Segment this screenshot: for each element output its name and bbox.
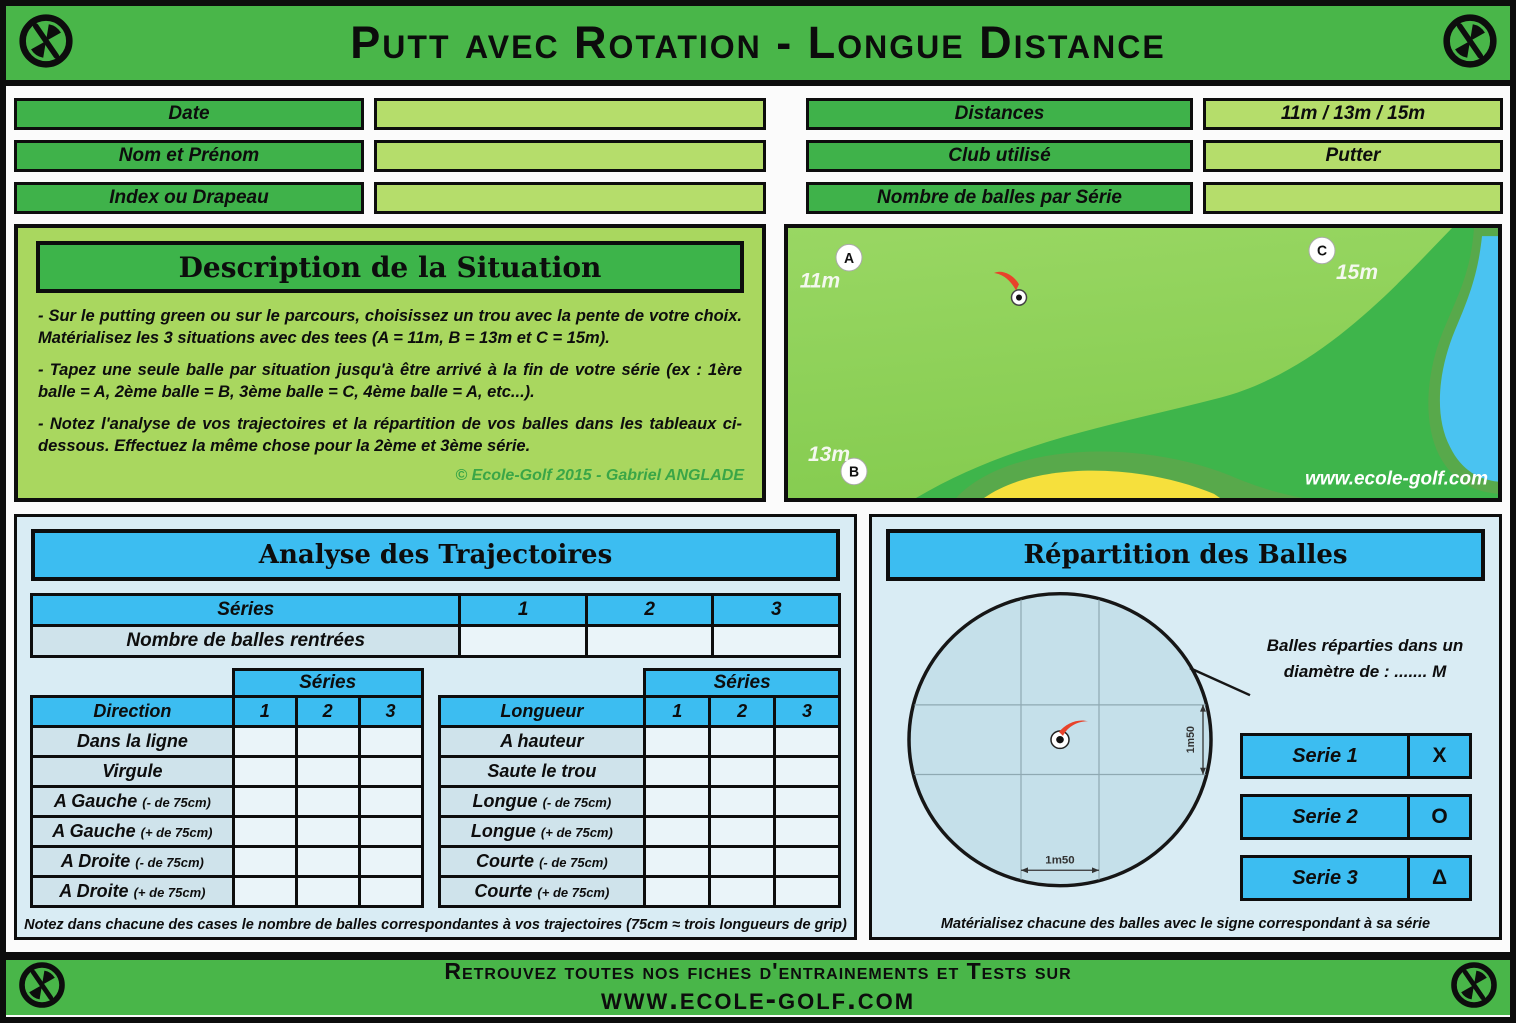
direction-table (30, 668, 424, 908)
length-cell[interactable] (645, 877, 710, 907)
direction-row-label: Virgule (32, 757, 234, 787)
direction-cell[interactable] (296, 847, 359, 877)
annotation-line: diamètre de : ....... M (1283, 661, 1447, 681)
series-header: Séries (32, 595, 460, 626)
page-title: Putt avec Rotation - Longue Distance (350, 17, 1166, 68)
putting-green-illustration (788, 228, 1498, 498)
index-field[interactable] (374, 182, 766, 214)
series-label: Serie 3 (1292, 866, 1358, 889)
direction-cell[interactable] (296, 877, 359, 907)
info-form (6, 86, 1510, 222)
length-row-label: Saute le trou (439, 757, 645, 787)
direction-header: Direction (32, 697, 234, 727)
situation-text (18, 303, 762, 458)
direction-row-label: A Gauche (+ de 75cm) (32, 817, 234, 847)
length-cell[interactable] (645, 727, 710, 757)
length-row-label: Courte (+ de 75cm) (439, 877, 645, 907)
name-field[interactable] (374, 140, 766, 172)
date-field[interactable] (374, 98, 766, 130)
situation-panel (14, 224, 766, 502)
length-row-label: Courte (- de 75cm) (439, 847, 645, 877)
form-spacer (776, 140, 796, 172)
direction-cell[interactable] (359, 847, 422, 877)
form-spacer (776, 182, 796, 214)
length-cell[interactable] (710, 787, 775, 817)
analysis-subtables (30, 668, 841, 908)
series-col-2: 2 (710, 697, 775, 727)
ecole-golf-logo-icon (1450, 961, 1498, 1014)
length-cell[interactable] (710, 757, 775, 787)
series-summary-table (30, 593, 841, 658)
direction-row-label: A Gauche (- de 75cm) (32, 787, 234, 817)
length-row-label: Longue (- de 75cm) (439, 787, 645, 817)
series-symbol: O (1407, 797, 1469, 837)
annotation-line: Balles réparties dans un (1266, 636, 1464, 655)
situation-title: Description de la Situation (36, 241, 744, 293)
length-cell[interactable] (645, 847, 710, 877)
direction-cell[interactable] (359, 787, 422, 817)
analysis-footnote: Notez dans chacune des cases le nombre de balles correspondantes à vos trajectoires (75cm ≈ trois longueurs de grip) (24, 917, 847, 933)
length-cell[interactable] (775, 757, 840, 787)
length-cell[interactable] (710, 847, 775, 877)
analysis-title: Analyse des Trajectoires (31, 529, 840, 581)
index-label: Index ou Drapeau (14, 182, 364, 214)
distances-value[interactable]: 11m / 13m / 15m (1203, 98, 1503, 130)
length-table (438, 668, 842, 908)
length-cell[interactable] (775, 817, 840, 847)
series-span-header: Séries (233, 670, 422, 697)
ecole-golf-logo-icon (1442, 13, 1498, 74)
length-cell[interactable] (775, 877, 840, 907)
series-1-legend (1240, 733, 1472, 779)
direction-cell[interactable] (359, 727, 422, 757)
balls-holed-cell-s3[interactable] (713, 626, 840, 657)
svg-text:1m50: 1m50 (1045, 854, 1075, 867)
trajectory-analysis-panel (14, 514, 857, 940)
direction-cell[interactable] (296, 757, 359, 787)
series-col-3: 3 (775, 697, 840, 727)
balls-holed-cell-s1[interactable] (460, 626, 587, 657)
length-cell[interactable] (775, 787, 840, 817)
svg-text:1m50: 1m50 (1184, 726, 1198, 754)
balls-per-series-label: Nombre de balles par Série (806, 182, 1193, 214)
svg-text:C: C (1316, 242, 1328, 259)
length-cell[interactable] (775, 727, 840, 757)
length-cell[interactable] (775, 847, 840, 877)
direction-cell[interactable] (233, 847, 296, 877)
footer-line1: Retrouvez toutes nos fiches d'entrainements et Tests sur (444, 958, 1072, 985)
date-label: Date (14, 98, 364, 130)
footer-url: www.ecole-golf.com (600, 981, 916, 1017)
direction-cell[interactable] (359, 817, 422, 847)
direction-row-label: A Droite (+ de 75cm) (32, 877, 234, 907)
balls-per-series-field[interactable] (1203, 182, 1503, 214)
series-col-2: 2 (296, 697, 359, 727)
svg-text:A: A (843, 249, 855, 266)
distances-label: Distances (806, 98, 1193, 130)
corner-spacer (32, 670, 234, 697)
direction-row-label: A Droite (- de 75cm) (32, 847, 234, 877)
series-col-2: 2 (586, 595, 713, 626)
header-bar (6, 6, 1510, 86)
series-col-1: 1 (645, 697, 710, 727)
series-2-legend (1240, 794, 1472, 840)
series-symbol: Δ (1407, 858, 1469, 898)
length-cell[interactable] (710, 877, 775, 907)
svg-text:B: B (848, 463, 860, 480)
length-row-label: Longue (+ de 75cm) (439, 817, 645, 847)
distribution-diagram (872, 583, 1499, 937)
corner-spacer (439, 670, 645, 697)
copyright-credit: © Ecole-Golf 2015 - Gabriel ANGLADE (455, 466, 744, 484)
diameter-annotation (1234, 633, 1496, 684)
length-cell[interactable] (645, 757, 710, 787)
length-header: Longueur (439, 697, 645, 727)
direction-cell[interactable] (233, 877, 296, 907)
series-col-3: 3 (359, 697, 422, 727)
direction-cell[interactable] (233, 757, 296, 787)
footer-bar (6, 952, 1510, 1015)
distribution-footnote: Matérialisez chacune des balles avec le signe correspondant à sa série (940, 916, 1431, 932)
diagram-watermark: www.ecole-golf.com (1305, 468, 1488, 490)
ecole-golf-logo-icon (18, 961, 66, 1014)
direction-cell[interactable] (233, 787, 296, 817)
balls-holed-cell-s2[interactable] (586, 626, 713, 657)
footer-text (66, 959, 1450, 1016)
length-cell[interactable] (645, 787, 710, 817)
series-label: Serie 1 (1292, 744, 1358, 767)
distribution-title: Répartition des Balles (886, 529, 1485, 581)
situation-paragraph: - Tapez une seule balle par situation jusqu'à être arrivé à la fin de votre série (ex : 1ère balle = A, 2ème balle = B, 3ème balle = C, 4ème balle = A, etc...). (38, 360, 742, 402)
svg-text:13m: 13m (808, 442, 850, 467)
svg-text:15m: 15m (1336, 260, 1378, 285)
direction-cell[interactable] (296, 787, 359, 817)
ball-distribution-panel (869, 514, 1502, 940)
ecole-golf-logo-icon (18, 13, 74, 74)
series-col-1: 1 (460, 595, 587, 626)
direction-cell[interactable] (359, 757, 422, 787)
series-col-1: 1 (233, 697, 296, 727)
direction-row-label: Dans la ligne (32, 727, 234, 757)
situation-paragraph: - Notez l'analyse de vos trajectoires et la répartition de vos balles dans les tableaux ci-dessous. Effectuez la même chose pour la 2ème et 3ème série. (38, 414, 742, 456)
direction-cell[interactable] (359, 877, 422, 907)
length-cell[interactable] (645, 817, 710, 847)
length-row-label: A hauteur (439, 727, 645, 757)
series-symbol: X (1407, 736, 1469, 776)
length-cell[interactable] (710, 817, 775, 847)
club-label: Club utilisé (806, 140, 1193, 172)
direction-cell[interactable] (233, 727, 296, 757)
series-label: Serie 2 (1292, 805, 1358, 828)
direction-cell[interactable] (296, 727, 359, 757)
putting-green-diagram (784, 224, 1502, 502)
balls-holed-label: Nombre de balles rentrées (32, 626, 460, 657)
bottom-section (6, 502, 1510, 940)
direction-cell[interactable] (296, 817, 359, 847)
svg-text:11m: 11m (799, 269, 841, 293)
form-spacer (776, 98, 796, 130)
series-span-header: Séries (645, 670, 840, 697)
length-cell[interactable] (710, 727, 775, 757)
series-col-3: 3 (713, 595, 840, 626)
series-3-legend (1240, 855, 1472, 901)
name-label: Nom et Prénom (14, 140, 364, 172)
situation-paragraph: - Sur le putting green ou sur le parcours, choisissez un trou avec la pente de votre choix. Matérialisez les 3 situations avec des tees (A = 11m, B = 13m et C = 15m). (38, 307, 742, 348)
club-value[interactable]: Putter (1203, 140, 1503, 172)
middle-section (6, 222, 1510, 502)
direction-cell[interactable] (233, 817, 296, 847)
